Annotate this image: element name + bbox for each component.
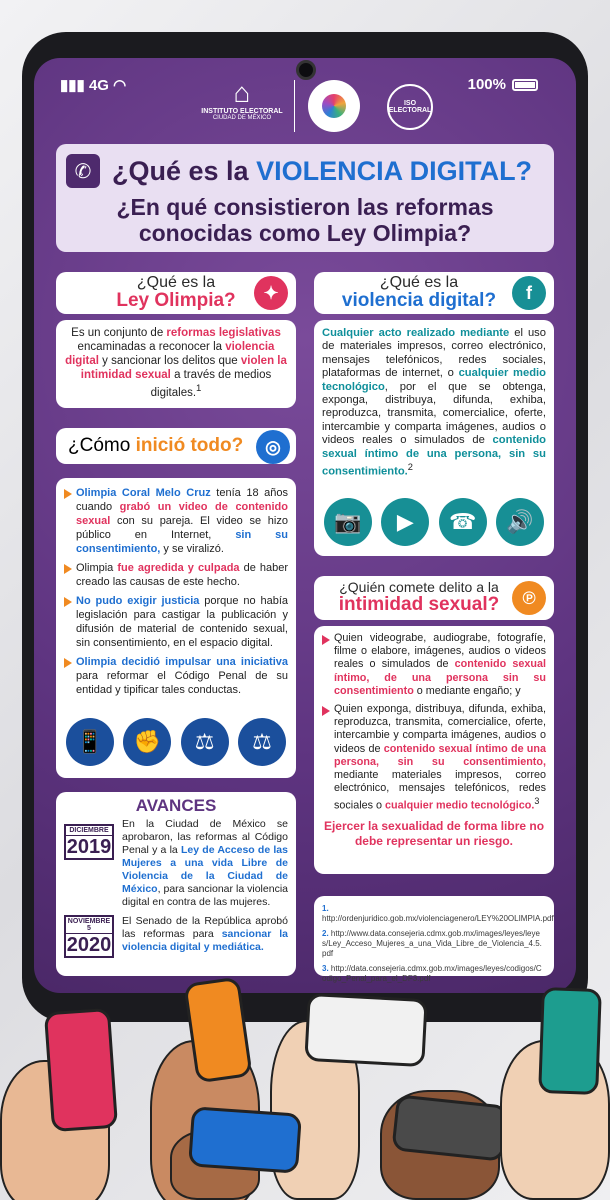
iso-logo <box>370 84 450 130</box>
battery-icon <box>512 79 538 91</box>
ci-b1a: Olimpia Coral Melo Cruz <box>76 487 211 499</box>
ci-b1d: con su pareja. El video se hizo público en Internet, <box>76 515 288 541</box>
como-inicio-text <box>64 486 288 697</box>
qc-text <box>322 632 546 849</box>
phone-gray <box>391 1094 508 1161</box>
battery-label: 100% <box>467 76 506 93</box>
ci-b2a: Olimpia <box>76 562 118 574</box>
video-player-icon: ▶ <box>381 498 429 546</box>
ci-b1e: sin su consentimiento, <box>76 529 288 555</box>
hands-illustration <box>0 980 610 1200</box>
qc-b2b: contenido sexual íntimo de una persona, sin su consentimiento, <box>334 742 546 768</box>
vd-t4: , por el que se obtenga, exponga, distribuya, difunda, exhiba, reproduzca, transmita, comercialice, oferte, intercambie y comparta imágenes, audios o videos reales o simulados de <box>322 380 546 447</box>
subtitle-line1: ¿En qué consistieron las reformas <box>116 194 494 220</box>
ci-bullet-3 <box>64 594 288 650</box>
ci-b4a: Olimpia decidió impulsar una iniciativa <box>76 656 288 668</box>
title-accent: VIOLENCIA DIGITAL? <box>256 156 533 186</box>
d1-month: DICIEMBRE <box>66 826 112 836</box>
ref-2-url: http://www.data.consejeria.cdmx.gob.mx/images/leyes/leyes/Ley_Acceso_Mujeres_a_una_Vida_Libre_de_Violencia_4.5.pdf <box>322 929 542 958</box>
qc-bullet-2 <box>322 703 546 813</box>
iecm-logo-line2: CIUDAD DE MÉXICO <box>212 115 272 121</box>
instagram-icon: ◎ <box>256 430 290 464</box>
vd-ref: 2 <box>407 462 413 473</box>
vd-t2: el uso de materiales impresos, correo electrónico, mensajes telefónicos, redes sociales, plataformas de internet, o <box>322 327 546 380</box>
av-p1b: Ley de Acceso de las Mujeres a una vida Libre de Violencia de la Ciudad de México <box>122 844 288 895</box>
quien-comete-header <box>314 576 554 620</box>
lo-ref: 1 <box>196 383 202 394</box>
page-title <box>112 156 532 187</box>
ci-b2c: de haber creado las causas de este hecho. <box>76 562 289 588</box>
front-camera <box>296 60 316 80</box>
qc-head-big: intimidad sexual? <box>338 594 500 615</box>
phone-video-icon: 📱 <box>66 718 114 766</box>
vd-t1: Cualquier acto realizado mediante <box>322 327 510 339</box>
qc-b2a: Quien exponga, distribuya, difunda, exhiba, reproduzca, transmita, comercialice, oferte, intercambie y comparta imágenes, audios o videos de <box>334 703 546 755</box>
av-p1a: En la Ciudad de México se aprobaron, las reformas al Código Penal y a la <box>122 818 288 856</box>
vd-head-big: violencia digital? <box>341 290 497 311</box>
ci-b2b: fue agredida y culpada <box>117 562 240 574</box>
date-badge-2020-box <box>64 915 114 958</box>
qc-ref: 3 <box>534 796 540 807</box>
ley-olimpia-text <box>64 326 288 400</box>
facebook-icon: f <box>512 276 546 310</box>
iecm-logo-line1: INSTITUTO ELECTORAL <box>201 108 283 115</box>
vd-t3: cualquier medio tecnológico <box>322 367 546 393</box>
avances-text-2 <box>122 915 288 958</box>
av-p2b: sancionar la violencia digital y mediática. <box>122 928 288 953</box>
lo-t7: a través de medios digitales. <box>150 369 272 399</box>
qc-b1c: o mediante engaño; y <box>413 684 521 697</box>
lo-t4: violencia digital <box>65 341 275 367</box>
iecm-logo <box>196 78 288 134</box>
av-p2a: El Senado de la República aprobó las reformas para <box>122 915 288 940</box>
lo-t1: Es un conjunto de <box>71 327 167 339</box>
avances-item-2 <box>64 915 288 958</box>
logo-divider <box>294 80 295 132</box>
date-badge-2019-box <box>64 824 114 860</box>
vd-text <box>322 327 546 479</box>
ci-b1f: y se viralizó. <box>160 543 224 555</box>
avances-title: AVANCES <box>135 796 217 815</box>
phone-blue <box>188 1106 302 1174</box>
ci-b1b: tenía 18 años cuando <box>76 487 288 513</box>
ci-accent: inició todo? <box>135 435 244 456</box>
ley-olimpia-header <box>56 272 296 314</box>
ci-b1c: grabó un video de contenido sexual <box>76 501 288 527</box>
vd-icons <box>324 498 544 546</box>
ci-bullet-1 <box>64 486 288 556</box>
ref-3-n: 3. <box>322 964 329 973</box>
ci-prefix: ¿Cómo <box>68 435 136 456</box>
subtitle-line2 <box>56 220 554 246</box>
vd-head-small: ¿Qué es la <box>379 274 459 291</box>
ci-b3a: No pudo exigir justicia <box>76 595 200 607</box>
av-p1c: , para sancionar la violencia digital en contra de las mujeres. <box>122 883 288 908</box>
qc-head-small: ¿Quién comete delito a la <box>339 579 499 595</box>
como-inicio-card <box>56 478 296 778</box>
status-bar-left <box>60 76 126 94</box>
title-box <box>56 144 554 252</box>
vd-t5: contenido sexual íntimo de una persona, sin su consentimiento. <box>322 434 546 478</box>
ci-b4b: para reformar el Código Penal de su entidad y tipificar tales conductas. <box>76 670 288 696</box>
lo-t3: encaminadas a reconocer la <box>77 341 226 353</box>
d1-year: 2019 <box>66 836 112 858</box>
wifi-icon: ◠ <box>113 77 127 94</box>
reference-1[interactable] <box>322 904 554 924</box>
references-card <box>314 896 554 983</box>
network-label: 4G <box>88 77 109 94</box>
date-badge-2019 <box>64 818 116 909</box>
qc-closing: Ejercer la sexualidad de forma libre no debe representar un riesgo. <box>323 819 545 849</box>
quien-comete-card <box>314 626 554 874</box>
ref-2-n: 2. <box>322 929 329 938</box>
lo-t5: y sancionar los delitos que <box>98 355 241 367</box>
ci-bullet-4 <box>64 655 288 697</box>
camera-icon: 📷 <box>324 498 372 546</box>
lo-t6: violen la intimidad sexual <box>80 355 287 381</box>
ref-3-url: http://data.consejeria.cdmx.gob.mx/images/leyes/codigos/Codigo_Penal_para_el_DF3.pdf <box>322 964 542 983</box>
qc-b2c: mediante materiales impresos, correo electrónico, mensajes telefónicos, redes sociales o <box>334 769 546 813</box>
ley-olimpia-head-small: ¿Qué es la <box>136 274 216 291</box>
qc-bullet-1 <box>322 632 546 698</box>
phone-teal <box>538 987 602 1095</box>
violencia-digital-header <box>314 272 554 314</box>
lo-t2: reformas legislativas <box>166 327 281 339</box>
como-inicio-icons <box>66 718 286 766</box>
subtitle-line2-prefix: conocidas como <box>138 220 327 246</box>
status-bar-right <box>468 76 538 93</box>
ci-bullet-2 <box>64 561 288 589</box>
phone-pink <box>44 1008 118 1132</box>
date-badge-2020 <box>64 915 116 958</box>
whatsapp-call-icon: ☎ <box>439 498 487 546</box>
page-subtitle <box>56 194 554 246</box>
title-prefix: ¿Qué es la <box>112 156 257 186</box>
d2-year: 2020 <box>66 934 112 956</box>
violencia-digital-card <box>314 320 554 556</box>
phone-white <box>304 993 427 1067</box>
fist-icon: ✊ <box>123 718 171 766</box>
ley-olimpia-card <box>56 320 296 408</box>
ref-1-n: 1. <box>322 904 329 913</box>
avances-item-1 <box>64 818 288 909</box>
ley-olimpia-head-big: Ley Olimpia? <box>116 290 236 311</box>
qc-b1b: contenido sexual íntimo, de una persona sin su consentimiento <box>334 658 546 697</box>
speaker-icon: 🔊 <box>496 498 544 546</box>
signal-icon: ▮▮▮ <box>60 77 89 94</box>
igualdad-logo <box>308 80 360 132</box>
subtitle-line2-accent: Ley Olimpia? <box>326 220 472 246</box>
qc-b1a: Quien videograbe, audiograbe, fotografíe, filme o elabore, imágenes, audios o videos reales o simulados de <box>334 632 546 671</box>
iso-badge <box>387 84 433 130</box>
iso-label: ISO ELECTORAL <box>388 100 432 114</box>
gavel-icon: ⚖ <box>181 718 229 766</box>
como-inicio-header <box>56 428 296 464</box>
whatsapp-icon: ✆ <box>66 154 100 188</box>
twitter-icon: ✦ <box>254 276 288 310</box>
justice-scale-icon: ⚖ <box>238 718 286 766</box>
iecm-emblem-icon: ⌂ <box>233 77 251 108</box>
d2-month: NOVIEMBRE 5 <box>67 918 111 932</box>
ref-1-url: http://ordenjuridico.gob.mx/violenciagenero/LEY%20OLIMPIA.pdf <box>322 914 554 923</box>
avances-card <box>56 792 296 976</box>
qc-b2d: cualquier medio tecnológico. <box>385 800 535 813</box>
ci-b3b: porque no había legislación para castigar la publicación y difusión de material de contenido sexual, sin consentimiento, en el espacio digital. <box>76 595 288 649</box>
avances-text-1 <box>122 818 288 909</box>
pinterest-icon: ℗ <box>512 581 546 615</box>
reference-2[interactable] <box>322 929 546 959</box>
